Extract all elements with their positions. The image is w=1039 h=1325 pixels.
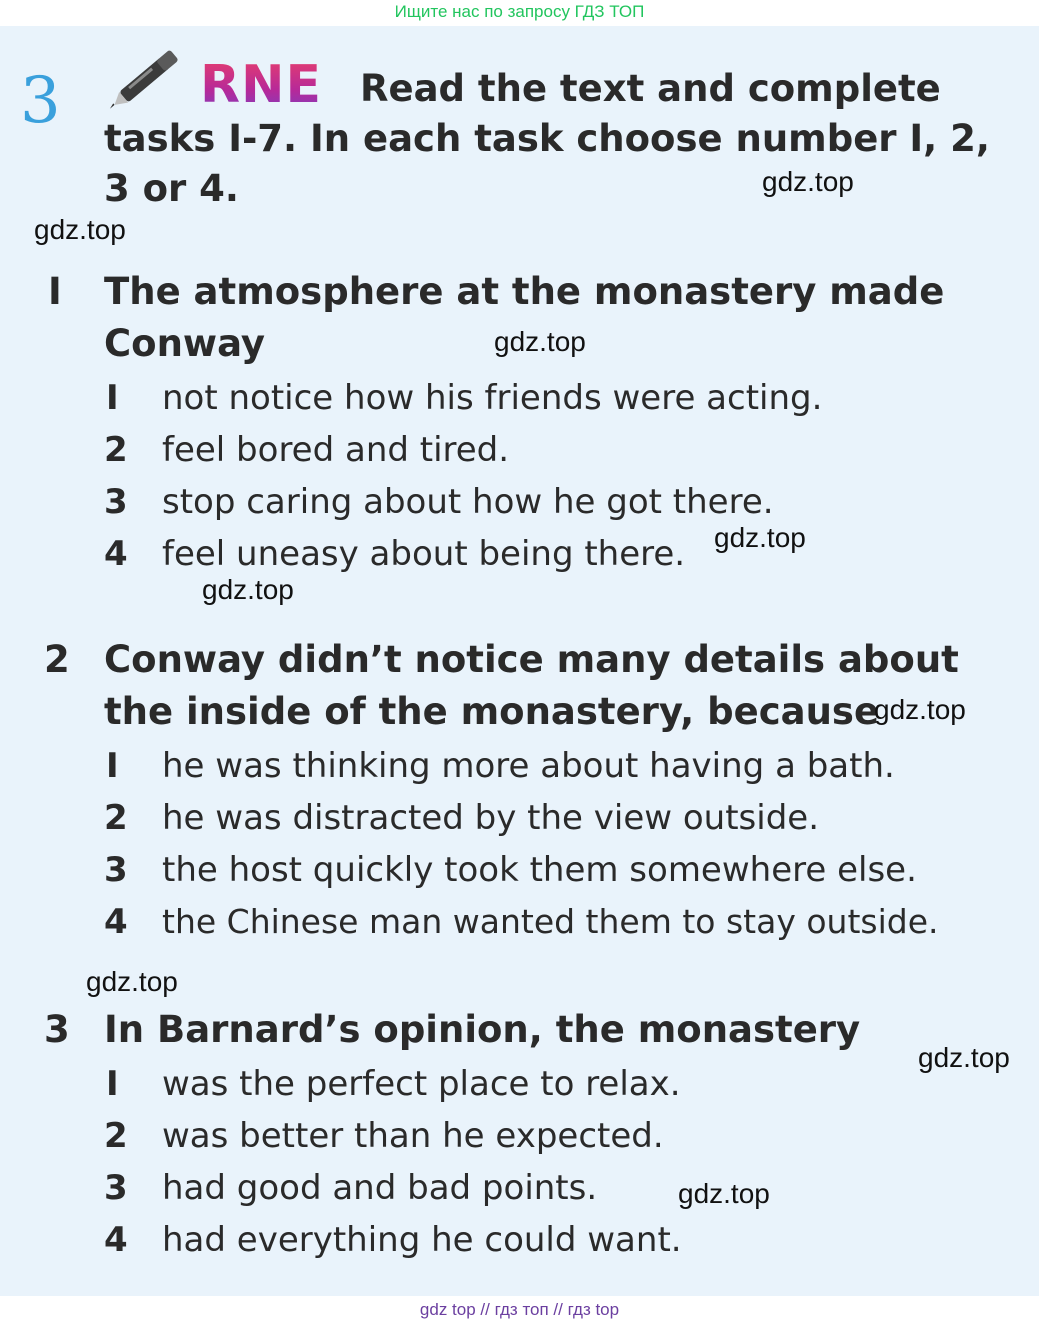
watermark: gdz.top [678, 1178, 770, 1209]
watermark: gdz.top [34, 214, 126, 245]
answer-option[interactable]: feel uneasy about being there. [162, 534, 686, 574]
question-stem: the inside of the monastery, because [104, 690, 880, 733]
answer-option[interactable]: feel bored and tired. [162, 430, 510, 470]
option-number: 4 [104, 902, 128, 942]
answer-option[interactable]: was the perfect place to relax. [162, 1064, 681, 1104]
watermark: gdz.top [714, 522, 806, 553]
instruction-line: tasks I-7. In each task choose number I, 2, [104, 117, 990, 160]
watermark: gdz.top [762, 166, 854, 197]
question-stem: The atmosphere at the monastery made [104, 270, 945, 313]
question-stem: Conway [104, 322, 266, 365]
watermark: gdz.top [918, 1042, 1010, 1073]
question-stem: In Barnard’s opinion, the monastery [104, 1008, 861, 1051]
option-number: I [106, 1064, 119, 1104]
answer-option[interactable]: he was distracted by the view outside. [162, 798, 820, 838]
watermark: gdz.top [494, 326, 586, 357]
watermark: gdz.top [86, 966, 178, 997]
question-stem: Conway didn’t notice many details about [104, 638, 959, 681]
answer-option[interactable]: he was thinking more about having a bath. [162, 746, 895, 786]
option-number: 3 [104, 850, 128, 890]
bottom-banner[interactable]: gdz top // гдз топ // гдз top [419, 1300, 620, 1319]
answer-option[interactable]: stop caring about how he got there. [162, 482, 774, 522]
question-number: I [48, 270, 62, 313]
option-number: 3 [104, 482, 128, 522]
option-number: I [106, 378, 119, 418]
answer-option[interactable]: the host quickly took them somewhere else. [162, 850, 917, 890]
exam-type-label: RNE [200, 55, 323, 115]
answer-option[interactable]: not notice how his friends were acting. [162, 378, 823, 418]
pen-icon [108, 38, 190, 114]
watermark: gdz.top [874, 694, 966, 725]
option-number: 3 [104, 1168, 128, 1208]
instruction-line: 3 or 4. [104, 167, 239, 210]
answer-option[interactable]: had good and bad points. [162, 1168, 598, 1208]
answer-option[interactable]: was better than he expected. [162, 1116, 664, 1156]
option-number: 4 [104, 1220, 128, 1260]
instruction-line: Read the text and complete [360, 67, 941, 110]
option-number: 2 [104, 1116, 128, 1156]
answer-option[interactable]: the Chinese man wanted them to stay outside. [162, 902, 939, 941]
option-number: 2 [104, 430, 128, 470]
exercise-number: 3 [20, 64, 61, 138]
top-banner[interactable]: Ищите нас по запросу ГДЗ ТОП [394, 2, 645, 21]
option-number: 2 [104, 798, 128, 838]
question-number: 3 [44, 1008, 70, 1051]
watermark: gdz.top [202, 574, 294, 605]
answer-option[interactable]: had everything he could want. [162, 1220, 682, 1260]
option-number: 4 [104, 534, 128, 574]
question-number: 2 [44, 638, 70, 681]
option-number: I [106, 746, 119, 786]
